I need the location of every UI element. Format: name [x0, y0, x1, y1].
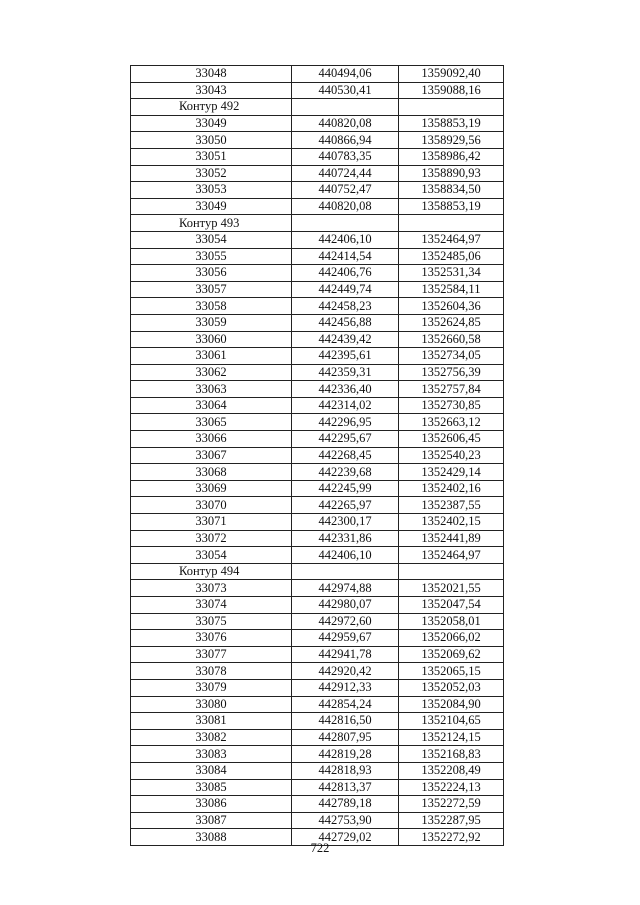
point-id-cell: 33071	[131, 514, 292, 531]
empty-cell	[399, 99, 504, 116]
y-coordinate-cell: 1352624,85	[399, 314, 504, 331]
x-coordinate-cell: 442245,99	[292, 480, 399, 497]
table-row	[131, 796, 504, 813]
table-row	[131, 381, 504, 398]
point-id-cell: 33066	[131, 431, 292, 448]
y-coordinate-cell: 1352429,14	[399, 464, 504, 481]
y-coordinate-cell: 1352660,58	[399, 331, 504, 348]
x-coordinate-cell: 442395,61	[292, 348, 399, 365]
x-coordinate-cell: 442974,88	[292, 580, 399, 597]
table-row	[131, 66, 504, 83]
y-coordinate-cell: 1352124,15	[399, 729, 504, 746]
point-id-cell: 33081	[131, 713, 292, 730]
x-coordinate-cell: 440783,35	[292, 148, 399, 165]
table-row	[131, 314, 504, 331]
x-coordinate-cell: 442818,93	[292, 762, 399, 779]
table-row	[131, 729, 504, 746]
x-coordinate-cell: 442729,02	[292, 829, 399, 846]
table-row	[131, 812, 504, 829]
y-coordinate-cell: 1352531,34	[399, 265, 504, 282]
x-coordinate-cell: 442449,74	[292, 281, 399, 298]
table-row	[131, 480, 504, 497]
point-id-cell: 33076	[131, 630, 292, 647]
coordinates-table	[130, 65, 504, 846]
x-coordinate-cell: 442980,07	[292, 597, 399, 614]
point-id-cell: 33082	[131, 729, 292, 746]
x-coordinate-cell: 442265,97	[292, 497, 399, 514]
y-coordinate-cell: 1358853,19	[399, 198, 504, 215]
point-id-cell: 33054	[131, 547, 292, 564]
x-coordinate-cell: 442854,24	[292, 696, 399, 713]
x-coordinate-cell: 442959,67	[292, 630, 399, 647]
x-coordinate-cell: 442406,10	[292, 547, 399, 564]
table-row	[131, 464, 504, 481]
empty-cell	[399, 215, 504, 232]
point-id-cell: 33085	[131, 779, 292, 796]
x-coordinate-cell: 442406,76	[292, 265, 399, 282]
point-id-cell: 33050	[131, 132, 292, 149]
x-coordinate-cell: 440494,06	[292, 66, 399, 83]
empty-cell	[292, 215, 399, 232]
y-coordinate-cell: 1352464,97	[399, 547, 504, 564]
x-coordinate-cell: 440724,44	[292, 165, 399, 182]
point-id-cell: 33048	[131, 66, 292, 83]
table-row	[131, 248, 504, 265]
point-id-cell: 33088	[131, 829, 292, 846]
x-coordinate-cell: 442807,95	[292, 729, 399, 746]
y-coordinate-cell: 1352021,55	[399, 580, 504, 597]
contour-label: Контур 494	[131, 563, 292, 580]
point-id-cell: 33074	[131, 597, 292, 614]
y-coordinate-cell: 1352052,03	[399, 679, 504, 696]
table-row	[131, 663, 504, 680]
y-coordinate-cell: 1352663,12	[399, 414, 504, 431]
point-id-cell: 33043	[131, 82, 292, 99]
contour-header-row	[131, 215, 504, 232]
point-id-cell: 33065	[131, 414, 292, 431]
table-row	[131, 696, 504, 713]
x-coordinate-cell: 442972,60	[292, 613, 399, 630]
y-coordinate-cell: 1352402,15	[399, 514, 504, 531]
y-coordinate-cell: 1352208,49	[399, 762, 504, 779]
x-coordinate-cell: 442239,68	[292, 464, 399, 481]
point-id-cell: 33064	[131, 397, 292, 414]
y-coordinate-cell: 1352756,39	[399, 364, 504, 381]
y-coordinate-cell: 1352272,59	[399, 796, 504, 813]
table-row	[131, 679, 504, 696]
table-row	[131, 115, 504, 132]
y-coordinate-cell: 1352047,54	[399, 597, 504, 614]
table-row	[131, 265, 504, 282]
y-coordinate-cell: 1352058,01	[399, 613, 504, 630]
y-coordinate-cell: 1358834,50	[399, 182, 504, 199]
x-coordinate-cell: 442331,86	[292, 530, 399, 547]
table-row	[131, 397, 504, 414]
y-coordinate-cell: 1352540,23	[399, 447, 504, 464]
table-row	[131, 746, 504, 763]
y-coordinate-cell: 1352168,83	[399, 746, 504, 763]
contour-label: Контур 493	[131, 215, 292, 232]
empty-cell	[292, 563, 399, 580]
x-coordinate-cell: 442753,90	[292, 812, 399, 829]
point-id-cell: 33075	[131, 613, 292, 630]
x-coordinate-cell: 442458,23	[292, 298, 399, 315]
point-id-cell: 33073	[131, 580, 292, 597]
table-row	[131, 762, 504, 779]
x-coordinate-cell: 440820,08	[292, 115, 399, 132]
y-coordinate-cell: 1352104,65	[399, 713, 504, 730]
table-row	[131, 646, 504, 663]
table-row	[131, 231, 504, 248]
point-id-cell: 33078	[131, 663, 292, 680]
point-id-cell: 33087	[131, 812, 292, 829]
x-coordinate-cell: 442336,40	[292, 381, 399, 398]
table-row	[131, 713, 504, 730]
table-row	[131, 198, 504, 215]
point-id-cell: 33061	[131, 348, 292, 365]
table-row	[131, 82, 504, 99]
y-coordinate-cell: 1352606,45	[399, 431, 504, 448]
y-coordinate-cell: 1359092,40	[399, 66, 504, 83]
point-id-cell: 33077	[131, 646, 292, 663]
point-id-cell: 33072	[131, 530, 292, 547]
y-coordinate-cell: 1352485,06	[399, 248, 504, 265]
point-id-cell: 33083	[131, 746, 292, 763]
page-number: 722	[310, 841, 330, 855]
contour-header-row	[131, 563, 504, 580]
empty-cell	[399, 563, 504, 580]
point-id-cell: 33070	[131, 497, 292, 514]
point-id-cell: 33069	[131, 480, 292, 497]
y-coordinate-cell: 1352402,16	[399, 480, 504, 497]
y-coordinate-cell: 1352584,11	[399, 281, 504, 298]
x-coordinate-cell: 442295,67	[292, 431, 399, 448]
x-coordinate-cell: 442813,37	[292, 779, 399, 796]
y-coordinate-cell: 1352734,05	[399, 348, 504, 365]
table-row	[131, 298, 504, 315]
point-id-cell: 33079	[131, 679, 292, 696]
table-row	[131, 630, 504, 647]
x-coordinate-cell: 440752,47	[292, 182, 399, 199]
table-row	[131, 182, 504, 199]
point-id-cell: 33049	[131, 198, 292, 215]
x-coordinate-cell: 442816,50	[292, 713, 399, 730]
x-coordinate-cell: 442296,95	[292, 414, 399, 431]
point-id-cell: 33060	[131, 331, 292, 348]
y-coordinate-cell: 1358853,19	[399, 115, 504, 132]
x-coordinate-cell: 442359,31	[292, 364, 399, 381]
point-id-cell: 33052	[131, 165, 292, 182]
y-coordinate-cell: 1352069,62	[399, 646, 504, 663]
point-id-cell: 33056	[131, 265, 292, 282]
point-id-cell: 33054	[131, 231, 292, 248]
x-coordinate-cell: 442268,45	[292, 447, 399, 464]
table-row	[131, 148, 504, 165]
y-coordinate-cell: 1352224,13	[399, 779, 504, 796]
table-row	[131, 514, 504, 531]
table-row	[131, 497, 504, 514]
x-coordinate-cell: 442789,18	[292, 796, 399, 813]
table-row	[131, 364, 504, 381]
point-id-cell: 33086	[131, 796, 292, 813]
x-coordinate-cell: 440820,08	[292, 198, 399, 215]
point-id-cell: 33053	[131, 182, 292, 199]
y-coordinate-cell: 1358929,56	[399, 132, 504, 149]
point-id-cell: 33051	[131, 148, 292, 165]
x-coordinate-cell: 442406,10	[292, 231, 399, 248]
x-coordinate-cell: 440530,41	[292, 82, 399, 99]
point-id-cell: 33058	[131, 298, 292, 315]
table-row	[131, 431, 504, 448]
x-coordinate-cell: 442920,42	[292, 663, 399, 680]
point-id-cell: 33049	[131, 115, 292, 132]
y-coordinate-cell: 1352272,92	[399, 829, 504, 846]
table-row	[131, 281, 504, 298]
empty-cell	[292, 99, 399, 116]
y-coordinate-cell: 1352287,95	[399, 812, 504, 829]
x-coordinate-cell: 442941,78	[292, 646, 399, 663]
contour-label: Контур 492	[131, 99, 292, 116]
x-coordinate-cell: 442414,54	[292, 248, 399, 265]
table-row	[131, 530, 504, 547]
y-coordinate-cell: 1352066,02	[399, 630, 504, 647]
coordinates-table-body	[131, 66, 504, 846]
y-coordinate-cell: 1352604,36	[399, 298, 504, 315]
contour-header-row	[131, 99, 504, 116]
y-coordinate-cell: 1352730,85	[399, 397, 504, 414]
table-row	[131, 613, 504, 630]
table-row	[131, 132, 504, 149]
table-row	[131, 348, 504, 365]
x-coordinate-cell: 442456,88	[292, 314, 399, 331]
table-row	[131, 414, 504, 431]
y-coordinate-cell: 1352464,97	[399, 231, 504, 248]
x-coordinate-cell: 442439,42	[292, 331, 399, 348]
y-coordinate-cell: 1352065,15	[399, 663, 504, 680]
x-coordinate-cell: 442300,17	[292, 514, 399, 531]
point-id-cell: 33059	[131, 314, 292, 331]
y-coordinate-cell: 1358890,93	[399, 165, 504, 182]
table-row	[131, 779, 504, 796]
point-id-cell: 33062	[131, 364, 292, 381]
x-coordinate-cell: 442314,02	[292, 397, 399, 414]
table-row	[131, 547, 504, 564]
point-id-cell: 33063	[131, 381, 292, 398]
x-coordinate-cell: 440866,94	[292, 132, 399, 149]
point-id-cell: 33055	[131, 248, 292, 265]
y-coordinate-cell: 1352387,55	[399, 497, 504, 514]
point-id-cell: 33068	[131, 464, 292, 481]
table-row	[131, 165, 504, 182]
table-row	[131, 580, 504, 597]
x-coordinate-cell: 442819,28	[292, 746, 399, 763]
y-coordinate-cell: 1358986,42	[399, 148, 504, 165]
y-coordinate-cell: 1352084,90	[399, 696, 504, 713]
point-id-cell: 33067	[131, 447, 292, 464]
point-id-cell: 33084	[131, 762, 292, 779]
x-coordinate-cell: 442912,33	[292, 679, 399, 696]
point-id-cell: 33080	[131, 696, 292, 713]
table-row	[131, 331, 504, 348]
y-coordinate-cell: 1359088,16	[399, 82, 504, 99]
table-row	[131, 447, 504, 464]
y-coordinate-cell: 1352757,84	[399, 381, 504, 398]
point-id-cell: 33057	[131, 281, 292, 298]
table-row	[131, 597, 504, 614]
y-coordinate-cell: 1352441,89	[399, 530, 504, 547]
